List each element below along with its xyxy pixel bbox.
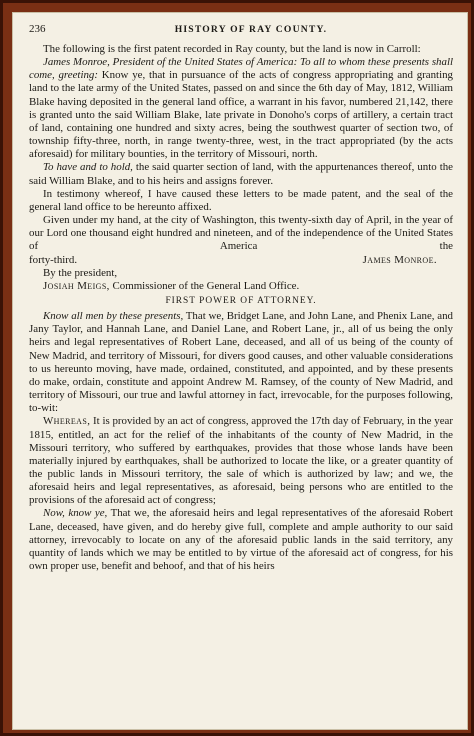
countersign-line	[29, 280, 453, 293]
given-paragraph: Given under my hand, at the city of Washington, this twenty-sixth day of April, in the year of our Lord one thousand eight hundred and nineteen, and of the independence of the United States of America the	[29, 214, 453, 253]
poa-opening: Know all men by these presents,	[43, 310, 184, 323]
poa-body-1: That we, Bridget Lane, and John Lane, and Phenix Lane, and Jany Taylor, and Hannah Lane, and Daniel Lane, and Robert Lane, jr., all of us being the only heirs and legal representatives of Robert Lane, deceased, and all of us being of the county of New Madrid, and territory of Missouri, for divers good causes, and other valuable considerations to us hereunto moving, have made, ordained, constituted, and appointed, and by these presents do make, ordain, constitute and appoint Andrew M. Ramsey, of the county of New Madrid, and territory of Missouri, our true and lawful attorney in fact, irrevocable, for the purposes following, to-wit:	[29, 310, 454, 415]
habendum-body: the said quarter section of land, with the appurtenances thereof, unto the said William Blake, and to his heirs and assigns forever.	[29, 161, 453, 187]
habendum-opening: To have and to hold,	[43, 161, 133, 174]
countersign-name: Josiah Meigs,	[43, 279, 110, 292]
book-page	[12, 12, 468, 730]
poa-paragraph-1	[29, 310, 453, 415]
testimony-paragraph: In testimony whereof, I have caused these letters to be made patent, and the seal of the general land office to be hereunto affixed.	[29, 187, 453, 213]
signature-row	[29, 254, 453, 267]
given-last-line: forty-third.	[29, 253, 78, 266]
president-signature: James Monroe.	[362, 253, 437, 266]
poa-paragraph-3	[29, 507, 453, 573]
by-president: By the president,	[43, 266, 118, 279]
patent-opening: James Monroe, President of the United States of America: To all to whom these presents shall come, greeting:	[29, 56, 453, 82]
section-title: FIRST POWER OF ATTORNEY.	[165, 295, 317, 306]
countersign-title: Commissioner of the General Land Office.	[109, 279, 300, 292]
page-number: 236	[29, 23, 46, 35]
page-header	[29, 23, 453, 43]
patent-intro: The following is the first patent recorded in Ray county, but the land is now in Carroll:	[43, 43, 421, 55]
poa-body-3: That we, the aforesaid heirs and legal representatives of the aforesaid Robert Lane, deceased, have given, and do hereby give full, complete and ample authority to our said attorney, irrevocably to locate on any of the aforesaid public lands in the said territory, any quantity of lands which we may be entitled to by virtue of the aforesaid act of congress, for his own proper use, benefit and behoof, and that of his heirs	[29, 507, 453, 573]
now-know-ye: Now, know ye,	[43, 507, 108, 520]
whereas-word: Whereas,	[43, 415, 91, 428]
poa-paragraph-2	[29, 415, 453, 507]
habendum-paragraph	[29, 161, 453, 187]
patent-body: Know ye, that in pursuance of the acts of congress appropriating and granting land to the late army of the United States, passed on and since the 6th day of May, 1812, William Blake having deposited in the general land office, a warrant in his favor, numbered 21,142, there is granted unto the said William Blake, late private in Donoho's corps of artillery, a certain tract of land, containing one hundred and sixty acres, being the southwest quarter of section two, of township fifty-three, north, in range twenty-three, west, in the tract appropriated (by the acts aforesaid) for military bounties, in the territory of Missouri, north.	[29, 69, 453, 161]
running-title: HISTORY OF RAY COUNTY.	[174, 24, 328, 35]
patent-paragraph	[29, 56, 453, 161]
poa-body-2: It is provided by an act of congress, approved the 17th day of February, in the year 1815, entitled, an act for the relief of the inhabitants of the county of New Madrid, in the Missouri territory, who suffered by earthquakes, provides that those whose lands have been materially injured by earthquakes, shall be authorized to locate the like, or a greater quantity of the public lands in Missouri territory, the sale of which is authorized by law; and we, the aforesaid heirs and legal representatives, as aforesaid, being persons who are entitled to the provisions of the aforesaid act of congress;	[29, 415, 453, 507]
